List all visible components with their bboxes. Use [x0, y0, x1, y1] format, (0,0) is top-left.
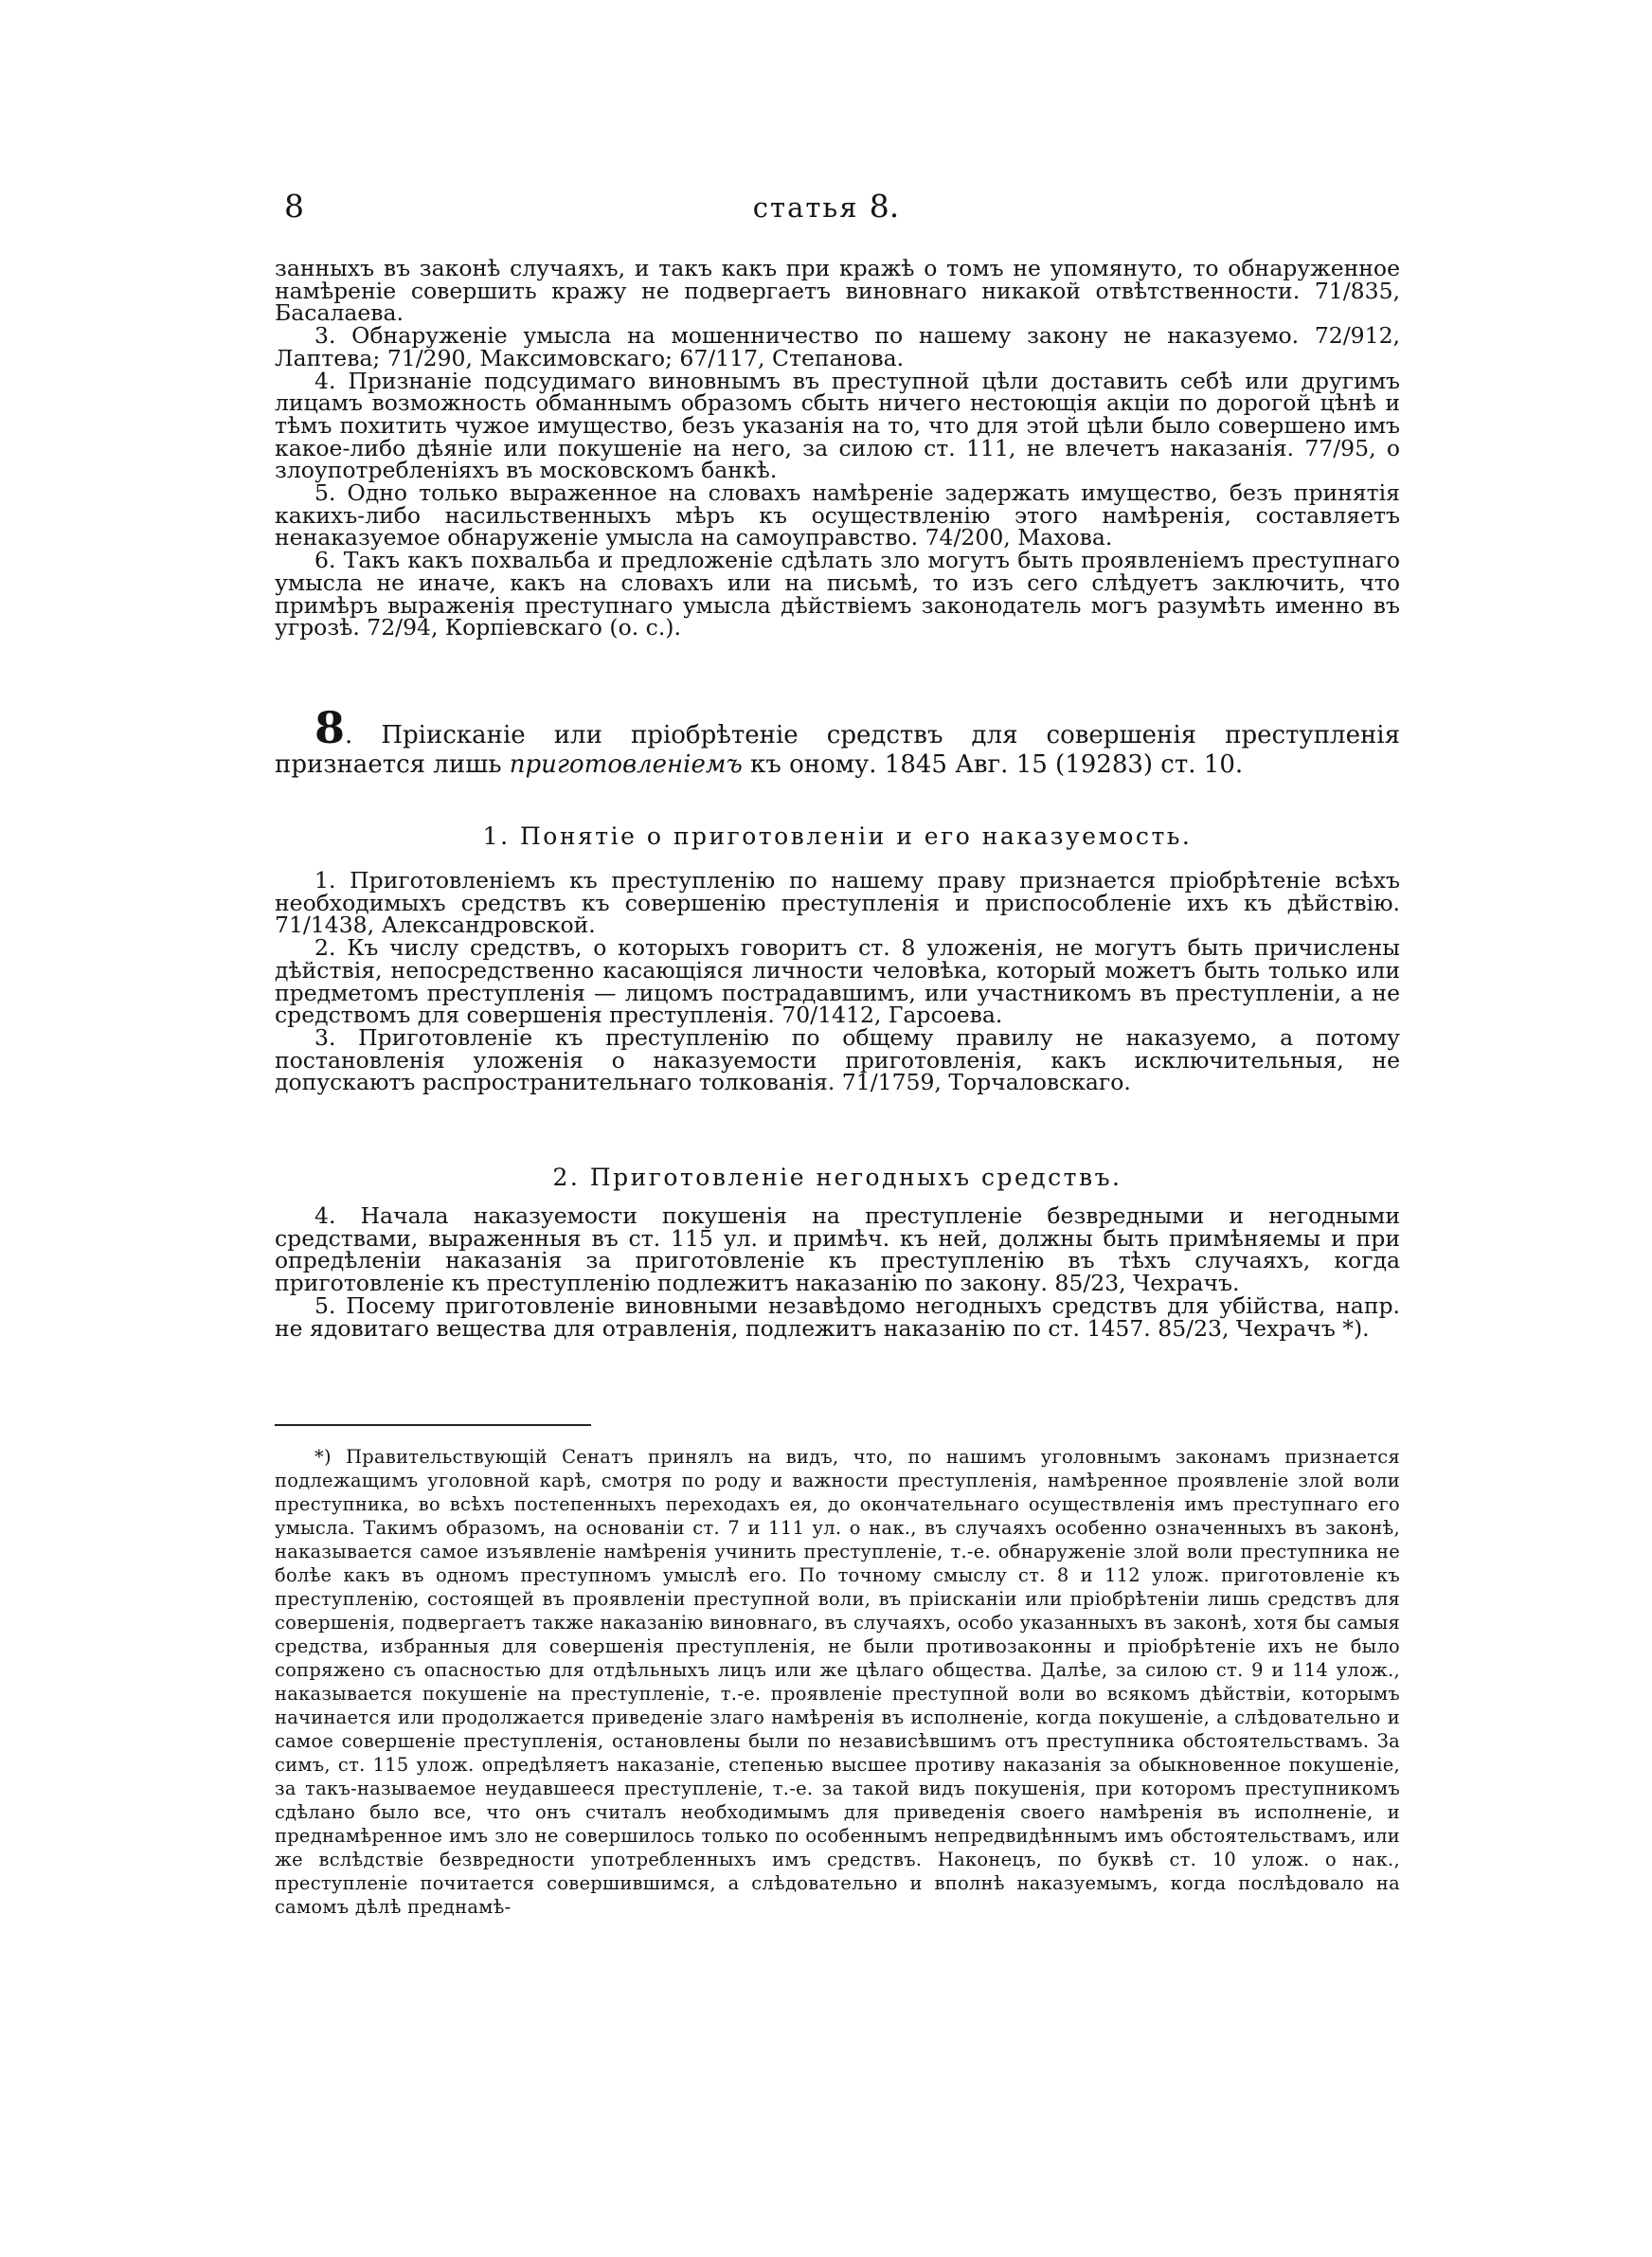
section-heading-1: 1. Понятіе о приготовленіи и его наказуемость.	[482, 822, 1193, 850]
article-text: 8. Пріисканіе или пріобрѣтеніе средствъ для совершенія преступленія признается лишь приготовленіемъ къ оному. 1845 Авг. 15 (19283) ст. 10.	[275, 702, 1400, 779]
commentary-paragraph: 6. Такъ какъ похвальба и предложеніе сдѣлать зло могутъ быть проявленіемъ преступнаго умысла не иначе, какъ на словахъ или на письмѣ, то изъ сего слѣдуетъ заключить, что примѣръ выраженія преступнаго умысла дѣйствіемъ законодатель могъ разумѣть именно въ угрозѣ. 72/94, Корпіевскаго (о. с.).	[275, 547, 1400, 641]
section-1-block	[275, 867, 1400, 1096]
article-number: 8	[314, 702, 346, 753]
section-heading-2: 2. Приготовленіе негодныхъ средствъ.	[552, 1164, 1122, 1191]
commentary-paragraph: 3. Приготовленіе къ преступленію по общему правилу не наказуемо, а потому постановленія уложенія о наказуемости приготовленія, какъ исключительныя, не допускаютъ распространительнаго толкованія. 71/1759, Торчаловскаго.	[275, 1023, 1400, 1096]
commentary-paragraph: 5. Одно только выраженное на словахъ намѣреніе задержать имущество, безъ принятія какихъ-либо насильственныхъ мѣръ къ осуществленію этого намѣренія, составляетъ ненаказуемое обнаруженіе умысла на самоуправство. 74/200, Махова.	[275, 479, 1400, 551]
commentary-paragraph: 3. Обнаруженіе умысла на мошенничество по нашему закону не наказуемо. 72/912, Лаптева; 71/290, Максимовскаго; 67/117, Степанова.	[275, 322, 1400, 371]
commentary-paragraph: 4. Признаніе подсудимаго виновнымъ въ преступной цѣли доставить себѣ или другимъ лицамъ возможность обманнымъ образомъ сбыть ничего нестоющія акціи по дорогой цѣнѣ и тѣмъ похитить чужое имущество, безъ указанія на то, что для этой цѣли было совершено имъ какое-либо дѣяніе или покушеніе на него, за силою ст. 111, не влечетъ наказанія. 77/95, о злоупотребленіяхъ въ московскомъ банкѣ.	[275, 367, 1400, 484]
commentary-paragraph: 4. Начала наказуемости покушенія на преступленіе безвредными и негодными средствами, выраженныя въ ст. 115 ул. и примѣч. къ ней, должны быть примѣняемы и при опредѣленіи наказанія за приготовленіе къ преступленію въ тѣхъ случаяхъ, когда приготовленіе къ преступленію подлежитъ наказанію по закону. 85/23, Чехрачъ.	[275, 1202, 1400, 1297]
footnote-separator	[275, 1424, 591, 1426]
running-title-word: статья	[752, 191, 859, 224]
commentary-paragraph: 5. Посему приготовленіе виновными незавѣдомо негодныхъ средствъ для убійства, напр. не ядовитаго вещества для отравленія, подлежитъ наказанію по ст. 1457. 85/23, Чехрачъ *).	[275, 1291, 1400, 1342]
page-number: 8	[284, 188, 304, 225]
top-commentary-block	[275, 255, 1400, 641]
running-title-number: 8.	[869, 188, 900, 225]
article-8-block	[275, 702, 1400, 780]
commentary-paragraph: занныхъ въ законѣ случаяхъ, и такъ какъ при кражѣ о томъ не упомянуто, то обнаруженное намѣреніе совершить кражу не подвергаетъ виновнаго никакой отвѣтственности. 71/835, Басалаева.	[275, 255, 1400, 327]
article-emphasis: приготовленіемъ	[509, 750, 743, 779]
footnote-text: *) Правительствующій Сенатъ принялъ на видъ, что, по нашимъ уголовнымъ законамъ признается подлежащимъ уголовной карѣ, смотря по роду и важности преступленія, намѣренное проявленіе злой воли преступника, во всѣхъ постепенныхъ переходахъ ея, до окончательнаго осуществленія имъ преступнаго его умысла. Такимъ образомъ, на основаніи ст. 7 и 111 ул. о нак., въ случаяхъ особенно означенныхъ въ законѣ, наказывается самое изъявленіе намѣренія учинить преступленіе, т.-е. обнаруженіе злой воли преступника не болѣе какъ въ одномъ преступномъ умыслѣ его. По точному смыслу ст. 8 и 112 улож. приготовленіе къ преступленію, состоящей въ проявленіи преступной воли, въ пріисканіи или пріобрѣтеніи лишь средствъ для совершенія, подвергаетъ также наказанію виновнаго, въ случаяхъ, особо указанныхъ въ законѣ, хотя бы самыя средства, избранныя для совершенія преступленія, не были противозаконны и пріобрѣтеніе ихъ не было сопряжено съ опасностью для отдѣльныхъ лицъ или же цѣлаго общества. Далѣе, за силою ст. 9 и 114 улож., наказывается покушеніе на преступленіе, т.-е. проявленіе преступной воли во всякомъ дѣйствіи, которымъ начинается или продолжается приведеніе злаго намѣренія въ исполненіе, когда покушеніе, а слѣдовательно и самое совершеніе преступленія, остановлены были по независѣвшимъ отъ преступника обстоятельствамъ. За симъ, ст. 115 улож. опредѣляетъ наказаніе, степенью высшее противу наказанія за обыкновенное покушеніе, за такъ-называемое неудавшееся преступленіе, т.-е. за такой видъ покушенія, при которомъ преступникомъ сдѣлано было все, что онъ считалъ необходимымъ для приведенія своего намѣренія въ исполненіе, и преднамѣренное имъ зло не совершилось только по особеннымъ непредвидѣннымъ имъ обстоятельствамъ, или же вслѣдствіе безвредности употребленныхъ имъ средствъ. Наконецъ, по буквѣ ст. 10 улож. о нак., преступленіе почитается совершившимся, а слѣдовательно и вполнѣ наказуемымъ, когда послѣдовало на самомъ дѣлѣ преднамѣ-	[275, 1446, 1400, 1919]
running-title	[0, 188, 1652, 225]
section-2-block	[275, 1202, 1400, 1342]
commentary-paragraph: 2. Къ числу средствъ, о которыхъ говоритъ ст. 8 уложенія, не могутъ быть причислены дѣйствія, непосредственно касающіяся личности человѣка, который можетъ быть только или предметомъ преступленія — лицомъ пострадавшимъ, или участникомъ въ преступленіи, а не средствомъ для совершенія преступленія. 70/1412, Гарсоева.	[275, 934, 1400, 1029]
footnote	[275, 1445, 1400, 1919]
commentary-paragraph: 1. Приготовленіемъ къ преступленію по нашему праву признается пріобрѣтеніе всѣхъ необходимыхъ средствъ къ совершенію преступленія и приспособленіе ихъ къ дѣйствію. 71/1438, Александровской.	[275, 867, 1400, 939]
